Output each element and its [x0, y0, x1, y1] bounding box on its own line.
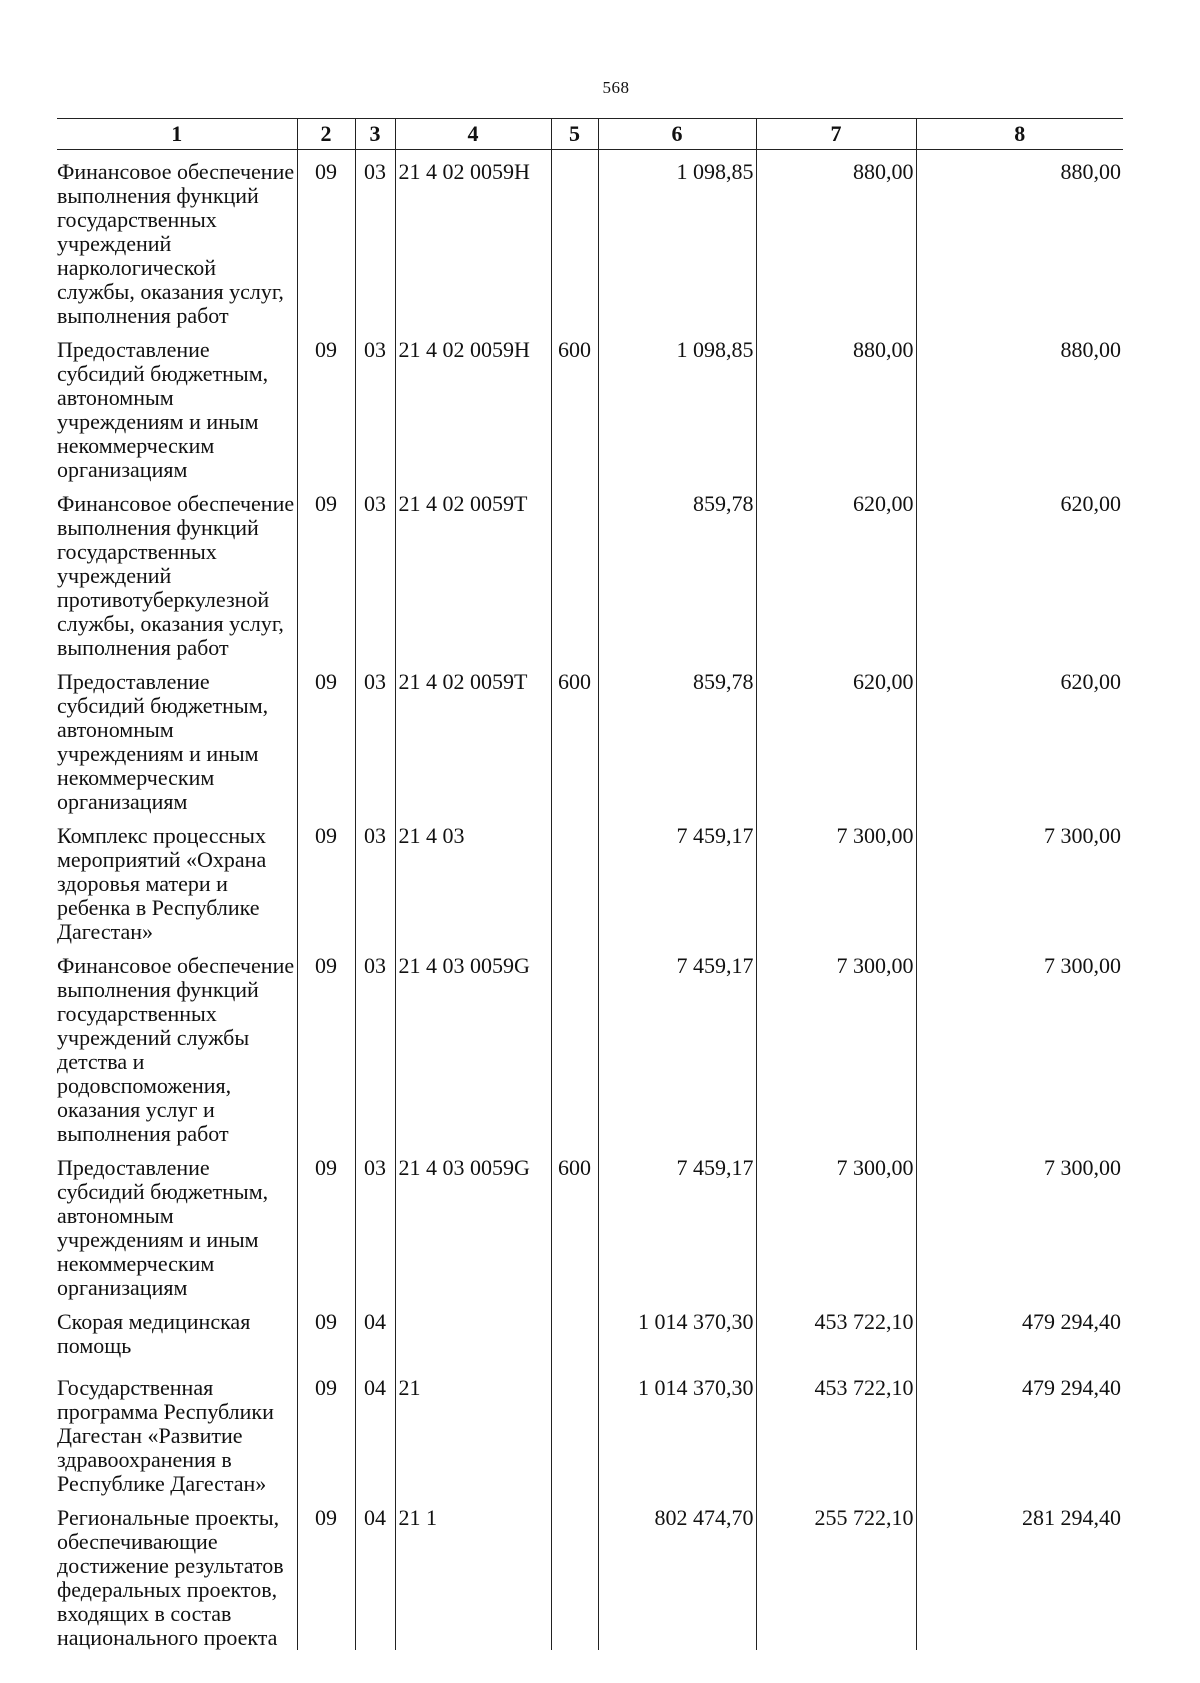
- table-row: [57, 1146, 1123, 1300]
- row-amount-2: 453 722,10: [756, 1366, 916, 1496]
- row-subsection: 03: [355, 150, 395, 329]
- row-section: 09: [297, 1300, 355, 1366]
- row-amount-3: 281 294,40: [916, 1496, 1123, 1650]
- row-name: Финансовое обеспечение выполнения функций государственных учреждений наркологической службы, оказания услуг, выполнения работ: [57, 159, 295, 328]
- row-section: 09: [297, 1146, 355, 1300]
- row-expense-type: [551, 1300, 598, 1366]
- table-row: [57, 1300, 1123, 1366]
- row-amount-3: 620,00: [916, 660, 1123, 814]
- table-header-row: [57, 119, 1123, 150]
- row-amount-2: 7 300,00: [756, 944, 916, 1146]
- table-row: [57, 660, 1123, 814]
- row-target-article: 21 4 03 0059G: [395, 1146, 551, 1300]
- row-amount-3: 7 300,00: [916, 944, 1123, 1146]
- row-subsection: 04: [355, 1300, 395, 1366]
- row-subsection: 03: [355, 814, 395, 944]
- row-expense-type: [551, 944, 598, 1146]
- table-row: [57, 814, 1123, 944]
- row-subsection: 03: [355, 328, 395, 482]
- row-amount-3: 880,00: [916, 150, 1123, 329]
- row-expense-type: [551, 150, 598, 329]
- row-amount-2: 620,00: [756, 482, 916, 660]
- row-amount-2: 880,00: [756, 150, 916, 329]
- row-section: 09: [297, 150, 355, 329]
- row-section: 09: [297, 814, 355, 944]
- row-amount-2: 880,00: [756, 328, 916, 482]
- row-subsection: 03: [355, 482, 395, 660]
- row-amount-3: 479 294,40: [916, 1300, 1123, 1366]
- table-row: [57, 150, 1123, 329]
- header-col-3: 3: [355, 119, 395, 150]
- row-name: Региональные проекты, обеспечивающие достижение результатов федеральных проектов, входящих в состав национального проекта: [57, 1505, 284, 1650]
- row-amount-1: 1 098,85: [598, 328, 756, 482]
- table-row: [57, 1366, 1123, 1496]
- row-amount-1: 1 014 370,30: [598, 1300, 756, 1366]
- header-col-1: 1: [57, 119, 297, 150]
- row-name: Финансовое обеспечение выполнения функций государственных учреждений противотуберкулезной службы, оказания услуг, выполнения работ: [57, 491, 295, 660]
- row-name: Предоставление субсидий бюджетным, автономным учреждениям и иным некоммерческим организациям: [57, 1155, 269, 1300]
- row-amount-2: 453 722,10: [756, 1300, 916, 1366]
- row-target-article: 21 1: [395, 1496, 551, 1650]
- row-amount-2: 7 300,00: [756, 1146, 916, 1300]
- row-amount-2: 255 722,10: [756, 1496, 916, 1650]
- table-row: [57, 328, 1123, 482]
- row-section: 09: [297, 1366, 355, 1496]
- row-section: 09: [297, 660, 355, 814]
- row-amount-3: 7 300,00: [916, 814, 1123, 944]
- row-expense-type: [551, 814, 598, 944]
- row-amount-1: 859,78: [598, 482, 756, 660]
- row-section: 09: [297, 482, 355, 660]
- row-amount-2: 7 300,00: [756, 814, 916, 944]
- row-name: Комплекс процессных мероприятий «Охрана здоровья матери и ребенка в Республике Дагестан»: [57, 823, 267, 944]
- row-name: Предоставление субсидий бюджетным, автономным учреждениям и иным некоммерческим организациям: [57, 337, 269, 482]
- row-target-article: 21 4 03 0059G: [395, 944, 551, 1146]
- row-target-article: [395, 1300, 551, 1366]
- row-amount-1: 7 459,17: [598, 944, 756, 1146]
- row-subsection: 04: [355, 1366, 395, 1496]
- table-row: [57, 482, 1123, 660]
- row-expense-type: 600: [551, 1146, 598, 1300]
- row-amount-2: 620,00: [756, 660, 916, 814]
- row-target-article: 21 4 02 0059Т: [395, 482, 551, 660]
- row-expense-type: 600: [551, 660, 598, 814]
- page-number: 568: [602, 78, 630, 97]
- row-section: 09: [297, 328, 355, 482]
- row-amount-1: 7 459,17: [598, 1146, 756, 1300]
- row-amount-3: 880,00: [916, 328, 1123, 482]
- row-name: Предоставление субсидий бюджетным, автономным учреждениям и иным некоммерческим организациям: [57, 669, 269, 814]
- row-target-article: 21 4 03: [395, 814, 551, 944]
- row-name: Скорая медицинская помощь: [57, 1309, 251, 1358]
- row-subsection: 03: [355, 660, 395, 814]
- row-amount-3: 479 294,40: [916, 1366, 1123, 1496]
- row-target-article: 21: [395, 1366, 551, 1496]
- table-row: [57, 944, 1123, 1146]
- row-expense-type: [551, 1366, 598, 1496]
- row-amount-3: 620,00: [916, 482, 1123, 660]
- row-expense-type: [551, 1496, 598, 1650]
- row-subsection: 04: [355, 1496, 395, 1650]
- row-amount-1: 1 014 370,30: [598, 1366, 756, 1496]
- header-col-8: 8: [916, 119, 1123, 150]
- row-amount-1: 859,78: [598, 660, 756, 814]
- row-amount-1: 802 474,70: [598, 1496, 756, 1650]
- row-amount-1: 7 459,17: [598, 814, 756, 944]
- row-amount-1: 1 098,85: [598, 150, 756, 329]
- header-col-4: 4: [395, 119, 551, 150]
- row-target-article: 21 4 02 0059Н: [395, 150, 551, 329]
- header-col-7: 7: [756, 119, 916, 150]
- row-expense-type: [551, 482, 598, 660]
- table-row: [57, 1496, 1123, 1650]
- row-section: 09: [297, 1496, 355, 1650]
- row-name: Финансовое обеспечение выполнения функций государственных учреждений службы детства и родовспоможения, оказания услуг и выполнения работ: [57, 953, 295, 1146]
- row-amount-3: 7 300,00: [916, 1146, 1123, 1300]
- budget-table: [57, 118, 1123, 1650]
- row-target-article: 21 4 02 0059Т: [395, 660, 551, 814]
- header-col-2: 2: [297, 119, 355, 150]
- row-target-article: 21 4 02 0059Н: [395, 328, 551, 482]
- row-subsection: 03: [355, 1146, 395, 1300]
- header-col-6: 6: [598, 119, 756, 150]
- row-section: 09: [297, 944, 355, 1146]
- row-name: Государственная программа Республики Дагестан «Развитие здравоохранения в Республике Дагестан»: [57, 1375, 274, 1496]
- header-col-5: 5: [551, 119, 598, 150]
- row-expense-type: 600: [551, 328, 598, 482]
- row-subsection: 03: [355, 944, 395, 1146]
